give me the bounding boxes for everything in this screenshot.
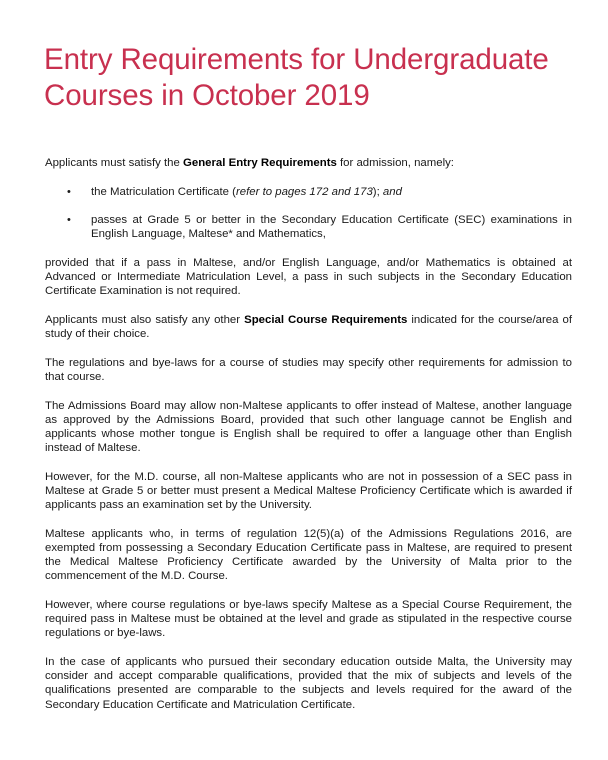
bullet-marker: • [67,214,71,227]
foreign-qualifications-paragraph: In the case of applicants who pursued their secondary education outside Malta, the University may consider and accept comparable qualifications, provided that the mix of subjects and levels of the qualifications presented are comparable to the subjects and levels required for the award of the Secondary Education Certificate and Matriculation Certificate. [45,655,572,711]
page-reference: refer to pages 172 and 173 [235,185,373,198]
list-item-matriculation [45,185,572,199]
maltese-exemption-paragraph: Maltese applicants who, in terms of regulation 12(5)(a) of the Admissions Regulations 2016, are exempted from possessing a Secondary Education Certificate pass in Maltese, are required to present the Medical Maltese Proficiency Certificate awarded by the University of Malta prior to the commencement of the M.D. Course. [45,527,572,583]
matriculation-text-after: ); [372,185,383,198]
sec-passes-text: passes at Grade 5 or better in the Secondary Education Certificate (SEC) examinations in English Language, Maltese* and Mathematics, [91,214,572,241]
general-entry-requirements-term: General Entry Requirements [183,157,337,169]
special-course-text-before: Applicants must also satisfy any other [45,313,245,326]
list-item-sec-passes [45,213,572,241]
regulations-paragraph: The regulations and bye-laws for a course of studies may specify other requirements for admission to that course. [45,356,572,383]
and-conjunction: and [382,185,402,198]
special-course-text-after: indicated for the course/area of study of their choice. [45,313,573,341]
general-entry-text-after: for admission, namely: [336,157,454,169]
special-course-paragraph [45,313,572,341]
general-entry-paragraph [45,156,572,170]
proviso-paragraph: provided that if a pass in Maltese, and/or English Language, and/or Mathematics is obtained at Advanced or Intermediate Matriculation Level, a pass in such subjects in the Secondary Education Certificate Examination is not required. [45,256,572,298]
special-course-requirements-term: Special Course Requirements [244,313,408,326]
special-requirement-maltese-paragraph: However, where course regulations or bye-laws specify Maltese as a Special Course Requirement, the required pass in Maltese must be obtained at the level and grade as stipulated in the respective course regulations or bye-laws. [45,598,572,640]
page-title [44,42,584,114]
title-line-1: Entry Requirements for Undergraduate [44,43,549,76]
title-line-2: Courses in October 2019 [44,79,370,112]
matriculation-text-before: the Matriculation Certificate ( [91,185,236,198]
non-maltese-paragraph: The Admissions Board may allow non-Maltese applicants to offer instead of Maltese, another language as approved by the Admissions Board, provided that such other language cannot be English and applicants whose mother tongue is English shall be required to offer a language other than English instead of Maltese. [45,399,572,455]
general-entry-text-before: Applicants must satisfy the [45,157,184,169]
bullet-marker: • [67,185,71,198]
requirements-list [45,185,572,242]
document-body [45,156,572,726]
md-course-paragraph: However, for the M.D. course, all non-Maltese applicants who are not in possession of a SEC pass in Maltese at Grade 5 or better must present a Medical Maltese Proficiency Certificate which is awarded if applicants pass an examination set by the University. [45,470,572,512]
